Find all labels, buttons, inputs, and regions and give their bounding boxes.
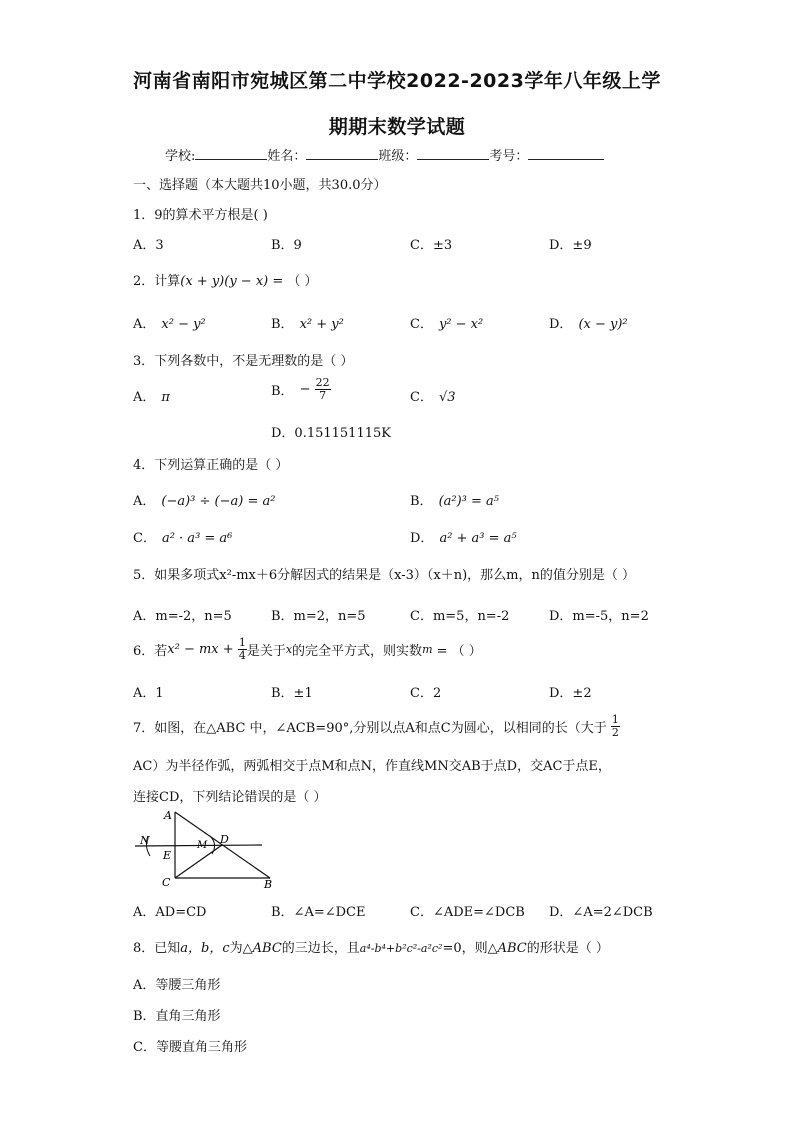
label-c: C [162, 876, 171, 889]
label-a: A [164, 809, 172, 822]
label-m: M [197, 840, 208, 851]
label-n: N [140, 834, 150, 847]
q7-option-d: D．∠A=2∠DCB [549, 905, 653, 920]
question-4-stem: 4．下列运算正确的是（ ） [133, 458, 289, 473]
question-5-stem: 5．如果多项式x²-mx＋6分解因式的结果是（x-3）（x＋n)，那么m，n的值分别是（ ） [133, 568, 636, 583]
q8-option-c: C．等腰直角三角形 [133, 1040, 247, 1055]
student-info-line [165, 145, 604, 164]
q2-option-b: B． x² + y² [271, 317, 344, 332]
page-title-line1: 河南省南阳市宛城区第二中学校2022-2023学年八年级上学 [133, 70, 661, 92]
q3-option-c: C． √3 [410, 390, 456, 405]
triangle-figure [130, 806, 290, 892]
q5-option-d: D．m=-5，n=2 [549, 609, 649, 624]
q2-option-d: D． (x − y)² [549, 317, 628, 332]
question-6-stem: 6．若x² − mx + $\frac{1}{4}$ 是关于x的完全平方式，则实数m = （ ） [133, 636, 482, 662]
q6-option-b: B．±1 [271, 686, 313, 701]
q4-option-d: D． a² + a³ = a⁵ [410, 531, 517, 546]
q1-option-b: B．9 [271, 238, 302, 253]
section-heading: 一、选择题（本大题共10小题，共30.0分） [133, 178, 387, 193]
q3-option-d: D．0.151151115K [271, 426, 391, 441]
q4-option-b: B． (a²)³ = a⁵ [410, 494, 499, 509]
question-7-stem-line2: AC）为半径作弧，两弧相交于点M和点N，作直线MN交AB于点D，交AC于点E， [133, 759, 611, 774]
question-1-stem: 1．9的算术平方根是( ) [133, 208, 268, 223]
q2-option-c: C． y² − x² [410, 317, 484, 332]
q6-option-a: A．1 [133, 686, 164, 701]
q5-option-a: A．m=-2，n=5 [133, 609, 232, 624]
q6-option-c: C．2 [410, 686, 442, 701]
q1-option-c: C．±3 [410, 238, 453, 253]
label-d: D [220, 833, 229, 846]
question-7-stem-line3: 连接CD，下列结论错误的是（ ） [133, 790, 327, 805]
q2-option-a: A． x² − y² [133, 317, 206, 332]
q3-option-a: A． π [133, 390, 170, 405]
question-8-stem: 8．已知a，b，c为△ABC的三边长，且a⁴-b⁴+b²c²-a²c²=0，则△ABC的形状是（ ） [133, 941, 609, 956]
class-label: 班级： [378, 149, 418, 164]
question-2-stem: 2．计算(x + y)(y − x) = （ ） [133, 274, 318, 289]
question-3-stem: 3．下列各数中，不是无理数的是（ ） [133, 354, 354, 369]
q6-option-d: D．±2 [549, 686, 592, 701]
exam-no-blank [528, 147, 604, 160]
exam-no-label: 考号： [489, 149, 529, 164]
question-7-stem-line1: 7．如图，在△ABC 中，∠ACB=90°,分别以点A和点C为圆心，以相同的长（大于 $\frac{1}{2}$ [133, 713, 619, 739]
q1-option-a: A．3 [133, 238, 164, 253]
class-blank [417, 147, 489, 160]
name-label: 姓名： [267, 149, 307, 164]
q8-option-a: A．等腰三角形 [133, 978, 221, 993]
q5-option-c: C．m=5，n=-2 [410, 609, 510, 624]
q7-option-b: B．∠A=∠DCE [271, 905, 366, 920]
q7-option-c: C．∠ADE=∠DCB [410, 905, 525, 920]
q4-option-a: A． (−a)³ ÷ (−a) = a² [133, 494, 276, 509]
q8-option-b: B．直角三角形 [133, 1009, 221, 1024]
school-blank [195, 147, 267, 160]
page-title-line2: 期期末数学试题 [328, 116, 466, 138]
q3-option-b: B． − $\frac{22}{7}$ [271, 376, 330, 402]
label-e: E [163, 849, 172, 862]
school-label: 学校: [165, 149, 196, 164]
q1-option-d: D．±9 [549, 238, 592, 253]
q4-option-c: C． a² · a³ = a⁶ [133, 531, 233, 546]
q5-option-b: B．m=2，n=5 [271, 609, 366, 624]
q2-expression: (x + y)(y − x) [180, 274, 269, 289]
q7-option-a: A．AD=CD [133, 905, 207, 920]
name-blank [306, 147, 378, 160]
label-b: B [264, 878, 273, 891]
